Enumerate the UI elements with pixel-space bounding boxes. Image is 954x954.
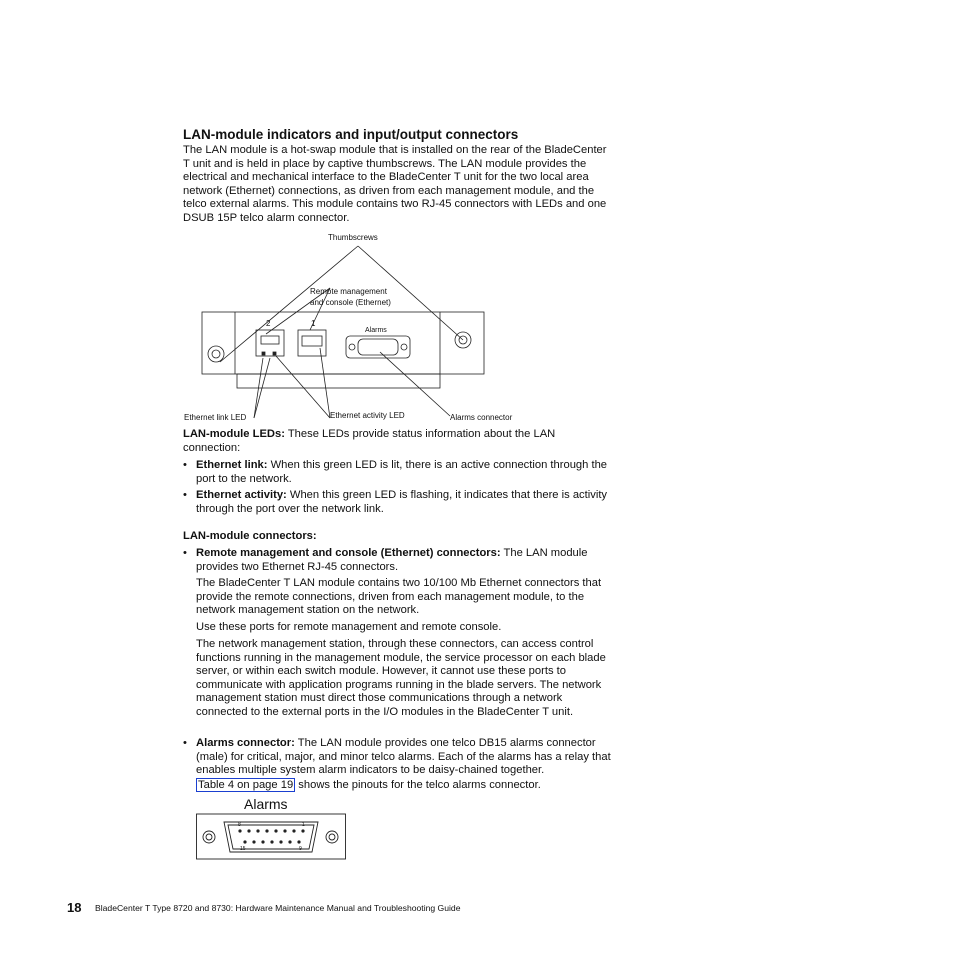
label-ethernet-link-led: Ethernet link LED [184,413,247,422]
pin-label-9: 9 [299,846,302,852]
bullet-text: When this green LED is lit, there is an active connection through the port to the network. [196,459,608,485]
lan-module-drawing [180,228,520,428]
leds-lead-text: These LEDs provide status information about the LAN connection: [183,428,556,454]
pin-label-8: 8 [238,822,241,828]
leds-intro [183,428,613,455]
bullet-bold: Remote management and console (Ethernet) connectors: [196,547,501,559]
label-remote-console: and console (Ethernet) [310,298,391,307]
label-remote-management: Remote management [310,287,387,296]
table-4-link[interactable]: Table 4 on page 19 [198,778,294,791]
label-ethernet-activity-led: Ethernet activity LED [330,411,405,420]
module-lower-flange [237,374,440,388]
bullet-text: The LAN module provides one telco DB15 alarms connector (male) for critical, major, and minor telco alarms. Each of the alarms has a relay that enables multiple system alarm indicators to be daisy-chained together. [196,737,611,777]
label-port-2: 2 [266,319,271,328]
db15-pins [238,829,304,843]
leds-lead: LAN-module LEDs: [183,428,285,440]
db15-drawing [196,796,348,860]
remote-paragraph-1: The BladeCenter T LAN module contains two 10/100 Mb Ethernet connectors that provide the remote connections, driven from each management module, to the network management station on the network. [196,577,602,617]
bullet-text: The LAN module provides two Ethernet RJ-45 connectors. [196,547,588,573]
bullet-icon: • [183,459,187,471]
label-thumbscrews: Thumbscrews [328,233,378,242]
remote-paragraph-2: Use these ports for remote management and remote console. [196,621,502,633]
bullet-text: When this green LED is flashing, it indicates that there is activity through the port over the network link. [196,489,608,515]
bullet-bold: Alarms connector: [196,737,295,749]
section-heading: LAN-module indicators and input/output connectors [183,127,519,142]
bullet-icon: • [183,737,187,749]
lan-module-figure [180,228,520,428]
label-port-1: 1 [311,319,316,328]
link-trailing-text: shows the pinouts for the telco alarms connector. [295,778,541,791]
bullet-bold: Ethernet link: [196,459,268,471]
label-alarms: Alarms [365,327,387,334]
footer-title: BladeCenter T Type 8720 and 8730: Hardware Maintenance Manual and Troubleshooting Guide [95,903,461,913]
intro-paragraph: The LAN module is a hot-swap module that is installed on the rear of the BladeCenter T unit and is held in place by captive thumbscrews. The LAN module provides the electrical and mechanical interface to the BladeCenter T unit for the two local area network (Ethernet) connections, as driven from each management module, and the telco external alarms. This module contains two RJ-45 connectors with LEDs and one DSUB 15P telco alarm connector. [183,144,607,224]
bullet-icon: • [183,547,187,559]
thumbscrew-left [208,346,224,362]
page-number: 18 [67,900,82,915]
label-alarms-connector: Alarms connector [450,413,513,422]
ethernet-port-2 [256,330,284,356]
pin-label-1: 1 [302,822,305,828]
connectors-title: LAN-module connectors: [183,530,317,542]
alarms-connector-figure [196,796,348,860]
pin-label-15: 15 [240,846,246,852]
bullet-bold: Ethernet activity: [196,489,287,501]
remote-paragraph-3: The network management station, through these connectors, can access control functions running in the management module, the service processor on each blade server, or within each switch module. However, it cannot use these ports to communicate with application programs running in the blade servers. The network management station must direct those communications through a network connected to the external ports in the I/O modules in the BladeCenter T unit. [196,638,606,718]
alarms-figure-title: Alarms [244,796,288,812]
bullet-icon: • [183,489,187,501]
